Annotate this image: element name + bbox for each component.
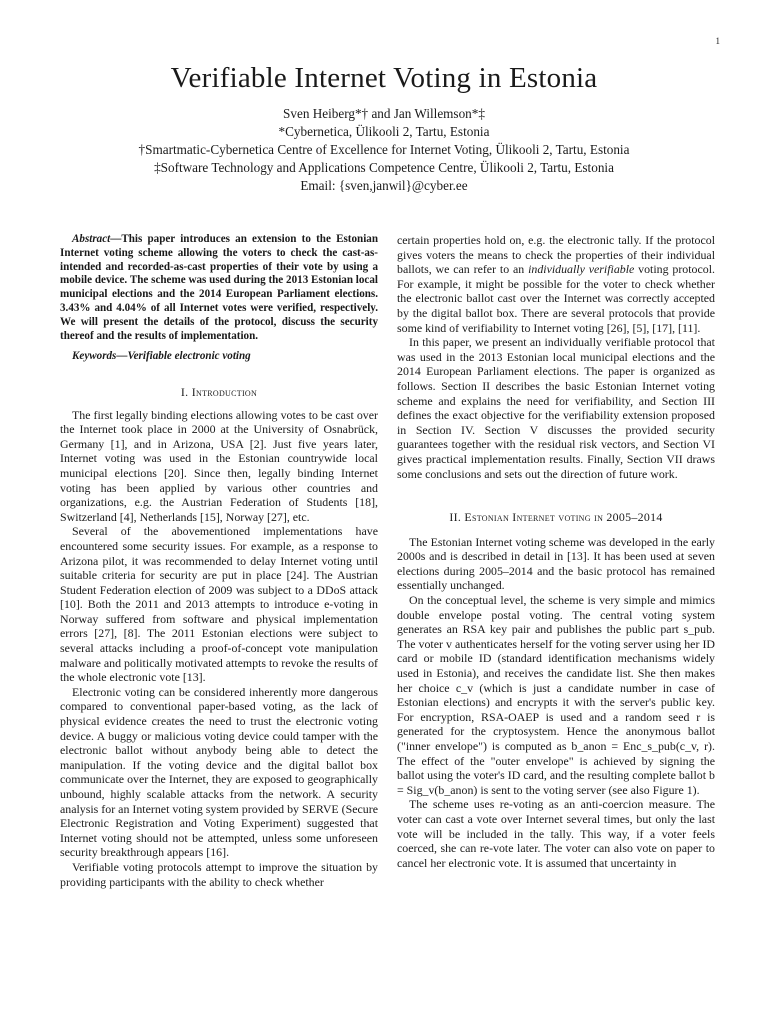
keywords: Keywords—Verifiable electronic voting — [72, 350, 251, 363]
paper-organization-paragraph: In this paper, we present an individually verifiable protocol that was used in the 2013 Estonian local municipal elections and the 2014 European Parliament elections. The paper is organized as follows. Section II describes the basic Estonian Internet voting scheme and explains the need for verifiability, and Section III defines the exact objective for the verifiability extension proposed in Section IV. Section V discusses the provided security guarantees together with the residual risk vectors, and Section VI gives practical implementation results. Finally, Section VII draws some conclusions and sets out the direction of future work. — [397, 335, 715, 481]
abstract-lead: Abstract — [72, 233, 111, 245]
section2-paragraph: The scheme uses re-voting as an anti-coercion measure. The voter can cast a vote over Internet several times, but only the last vote will be included in the tally. This way, if a voter feels coerced, she can re-vote later. The voter can also vote on paper to cancel her electronic vote. It is assumed that uncertainty in — [397, 797, 715, 870]
intro-paragraph: The first legally binding elections allowing votes to be cast over the Internet took place in 2000 at the University of Osnabrück, Germany [1], and in Arizona, USA [2]. Just five years later, Internet voting was used in the Estonian countrywide local municipal elections [20]. Since then, legally binding Internet voting has been applied by various other countries and organizations, e.g. the Austrian Federation of Students [18], Switzerland [4], Netherlands [15], Norway [27], etc. — [60, 407, 378, 524]
section2-paragraph: The Estonian Internet voting scheme was developed in the early 2000s and is described in detail in [13]. It has been used at seven elections during 2005–2014 and the basic protocol has remained essentially unchanged. — [397, 534, 715, 593]
emphasis-text: individually verifiable — [528, 262, 635, 277]
section-heading-estonian-voting: II. Estonian Internet voting in 2005–2014 — [449, 510, 663, 525]
affiliation-3: ‡Software Technology and Applications Competence Centre, Ülikooli 2, Tartu, Estonia — [154, 160, 614, 175]
authors-line: Sven Heiberg*† and Jan Willemson*‡ — [283, 106, 485, 121]
abstract — [60, 233, 378, 343]
left-column — [60, 233, 378, 889]
section2-paragraph: On the conceptual level, the scheme is very simple and mimics double envelope postal voting. The central voting system generates an RSA key pair and publishes the public part s_pub. The voter v authenticates herself for the voting server using her ID card or mobile ID (standard identification mechanisms widely used in Estonia), and receives the candidate list. She then makes her choice c_v (which is just a candidate number in case of Estonian elections) and encrypts it with the server's public key. For encryption, RSA-OAEP is used and a random seed r is generated for the cryptosystem. Hence the anonymous ballot ("inner envelope") is computed as b_anon = Enc_s_pub(c_v, r). The effect of the "outer envelope" is achieved by signing the ballot using the voter's ID card, and the resulting complete ballot b = Sig_v(b_anon) is sent to the voting server (see also Figure 1). — [397, 593, 715, 797]
author-block — [0, 105, 768, 195]
paper-title: Verifiable Internet Voting in Estonia — [170, 62, 598, 94]
section-heading-introduction: I. Introduction — [180, 384, 258, 399]
intro-paragraph: Verifiable voting protocols attempt to improve the situation by providing participants with the ability to check whether — [60, 859, 378, 889]
intro-paragraph: Several of the abovementioned implementations have encountered some security issues. For example, as a response to Arizona pilot, it was recommended to delay Internet voting until suitable criteria for security are put in place [24]. The Austrian Student Federation election of 2009 was subject to a DDoS attack [10]. Both the 2011 and 2013 attempts to introduce e-voting in Norway suffered from software and physical implementation errors [27], [8]. The 2011 Estonian elections were subject to several attacks including a proof-of-concept vote manipulation malware and politically motivated attempts to revoke the results of the whole electronic vote [13]. — [60, 524, 378, 685]
affiliation-1: *Cybernetica, Ülikooli 2, Tartu, Estonia — [278, 124, 490, 139]
continued-paragraph — [397, 233, 715, 335]
text-span: certain properties hold on, e.g. the electronic tally. If the protocol gives voters the means to check the properties of their individual ballots, we can refer to an — [397, 233, 715, 277]
affiliation-2: †Smartmatic-Cybernetica Centre of Excellence for Internet Voting, Ülikooli 2, Tartu, Estonia — [138, 142, 630, 157]
right-column — [397, 233, 715, 870]
abstract-text: —This paper introduces an extension to the Estonian Internet voting scheme allowing the voters to check the cast-as-intended and recorded-as-cast properties of their vote by using a mobile device. The scheme was used during the 2013 Estonian local municipal elections and the 2014 European Parliament elections. 3.43% and 4.04% of all Internet votes were verified, respectively. We will present the details of the protocol, discuss the security thereof and the results of implementation. — [60, 233, 378, 342]
intro-paragraph: Electronic voting can be considered inherently more dangerous compared to conventional paper-based voting, as the lack of physical evidence creates the need to trust the electronic voting device. A buggy or malicious voting device could tamper with the electronic ballot without anybody being able to detect the manipulation. If the voting device and the digital ballot box communicate over the Internet, they are exposed to geographically unbound, highly scalable attacks from the network. A security analysis for an Internet voting system provided by SERVE (Secure Electronic Registration and Voting Experiment) suggested that Internet voting should not be attempted, unless some unforeseen security breakthrough appears [16]. — [60, 684, 378, 860]
page-number: 1 — [715, 36, 720, 46]
text-span: voting protocol. For example, it might be possible for the voter to check whether the electronic ballot cast over the Internet was correctly accepted by the digital ballot box. There are several protocols that provide some kind of verifiability to Internet voting [26], [5], [17], [11]. — [397, 262, 715, 335]
email-line: Email: {sven,janwil}@cyber.ee — [300, 178, 468, 193]
